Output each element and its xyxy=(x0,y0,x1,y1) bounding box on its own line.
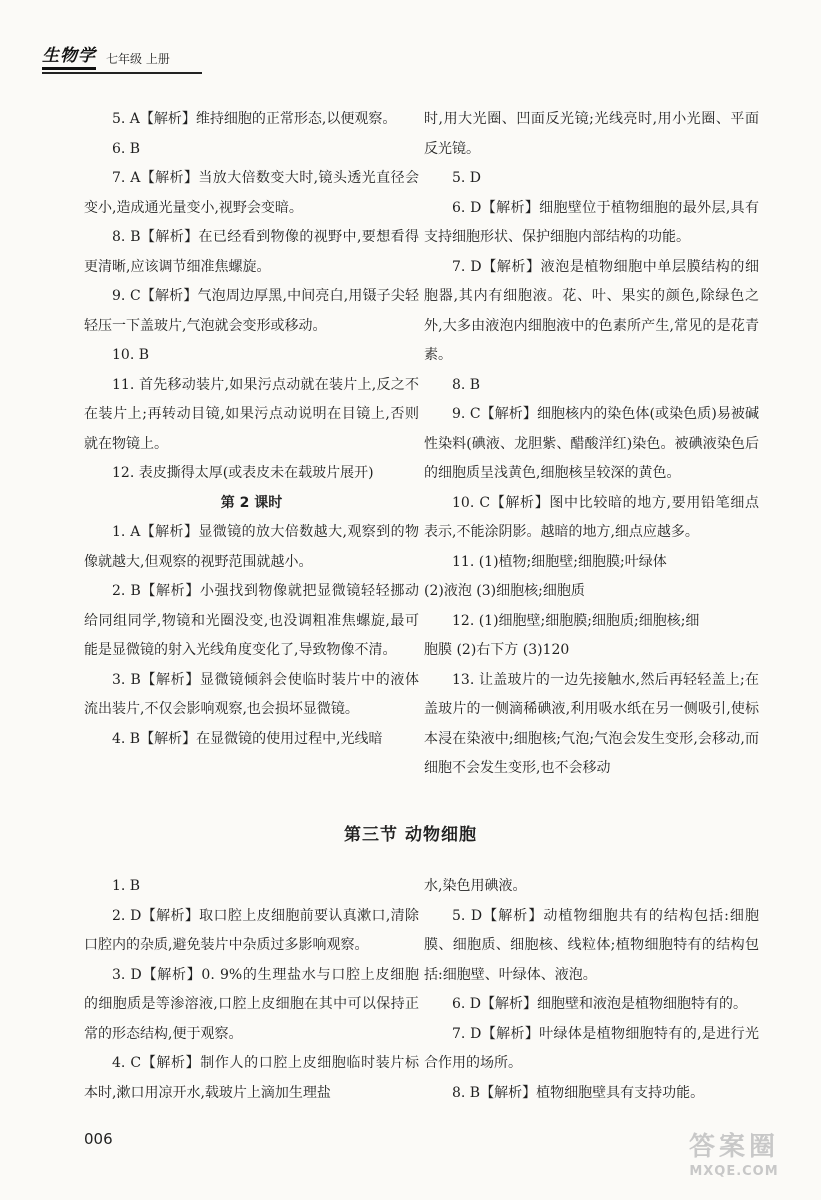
answer-continuation: (2)液泡 (3)细胞核;细胞质 xyxy=(424,583,585,599)
watermark-logo xyxy=(659,1130,809,1192)
right-column-top xyxy=(424,105,759,784)
answer-item: 3. B【解析】显微镜倾斜会使临时装片中的液体流出装片,不仅会影响观察,也会损坏显微镜。 xyxy=(84,671,419,717)
answer-item: 9. C【解析】细胞核内的染色体(或染色质)易被碱性染料(碘液、龙胆紫、醋酸洋红)染色。被碘液染色后的细胞质呈浅黄色,细胞核呈较深的黄色。 xyxy=(424,406,759,481)
answer-item: 6. D【解析】细胞壁位于植物细胞的最外层,具有支持细胞形状、保护细胞内部结构的功能。 xyxy=(424,199,759,245)
answer-item: 1. A【解析】显微镜的放大倍数越大,观察到的物像就越大,但观察的视野范围就越小。 xyxy=(84,524,419,570)
lesson-heading: 第 2 课时 xyxy=(220,494,283,511)
watermark-text: 答案圈 xyxy=(688,1132,779,1162)
answer-item: 4. C【解析】制作人的口腔上皮细胞临时装片标本时,漱口用凉开水,载玻片上滴加生理盐 xyxy=(84,1055,419,1101)
left-column-top xyxy=(84,105,419,754)
answer-continuation: 胞膜 (2)右下方 (3)120 xyxy=(424,642,570,658)
answer-item: 2. B【解析】小强找到物像就把显微镜轻轻挪动给同组同学,物镜和光圈没变,也没调粗准焦螺旋,最可能是显微镜的射入光线角度变化了,导致物像不清。 xyxy=(84,583,419,658)
left-column-bottom xyxy=(84,872,419,1108)
answer-item: 4. B【解析】在显微镜的使用过程中,光线暗 xyxy=(112,730,383,747)
answer-item: 6. D【解析】细胞壁和液泡是植物细胞特有的。 xyxy=(452,996,748,1012)
answer-item: 11. (1)植物;细胞壁;细胞膜;叶绿体 xyxy=(452,553,667,570)
header-rule xyxy=(42,72,202,74)
answer-item: 7. A【解析】当放大倍数变大时,镜头透光直径会变小,造成通光量变小,视野会变暗。 xyxy=(84,170,419,216)
answer-item: 5. D xyxy=(452,170,482,186)
grade-label: 七年级 上册 xyxy=(106,52,170,66)
answer-item: 9. C【解析】气泡周边厚黑,中间亮白,用镊子尖轻轻压一下盖玻片,气泡就会变形或移动。 xyxy=(84,288,419,334)
answer-item: 7. D【解析】叶绿体是植物细胞特有的,是进行光合作用的场所。 xyxy=(424,1025,759,1071)
answer-item: 10. C【解析】图中比较暗的地方,要用铅笔细点表示,不能涂阴影。越暗的地方,细点应越多。 xyxy=(424,494,759,540)
book-title: 生物学 xyxy=(42,41,96,70)
answer-item: 1. B xyxy=(112,878,141,894)
answer-item: 11. 首先移动装片,如果污点动就在装片上,反之不在装片上;再转动目镜,如果污点动说明在目镜上,否则就在物镜上。 xyxy=(84,376,419,452)
answer-item: 3. D【解析】0. 9%的生理盐水与口腔上皮细胞的细胞质是等渗溶液,口腔上皮细胞在其中可以保持正常的形态结构,便于观察。 xyxy=(84,966,419,1042)
answer-item: 10. B xyxy=(112,347,150,363)
watermark-url: MXQE.COM xyxy=(689,1164,779,1179)
answer-item: 5. D【解析】动植物细胞共有的结构包括:细胞膜、细胞质、细胞核、线粒体;植物细胞特有的结构包括:细胞壁、叶绿体、液泡。 xyxy=(424,907,759,983)
answer-continuation: 时,用大光圈、凹面反光镜;光线亮时,用小光圈、平面反光镜。 xyxy=(424,111,759,157)
section-title: 第三节 动物细胞 xyxy=(344,825,477,845)
answer-item: 8. B xyxy=(452,376,481,393)
answer-item: 12. 表皮撕得太厚(或表皮未在载玻片展开) xyxy=(112,465,374,481)
answer-item: 6. B xyxy=(112,140,141,157)
right-column-bottom xyxy=(424,872,759,1108)
answer-item: 5. A【解析】维持细胞的正常形态,以便观察。 xyxy=(112,111,397,127)
answer-item: 13. 让盖玻片的一边先接触水,然后再轻轻盖上;在盖玻片的一侧滴稀碘液,利用吸水纸在另一侧吸引,使标本浸在染液中;细胞核;气泡;气泡会发生变形,会移动,而细胞不会发生变形,也不会移动 xyxy=(424,671,759,776)
running-header xyxy=(42,48,170,70)
answer-item: 7. D【解析】液泡是植物细胞中单层膜结构的细胞器,其内有细胞液。花、叶、果实的颜色,除绿色之外,大多由液泡内细胞液中的色素所产生,常见的是花青素。 xyxy=(424,258,759,363)
answer-item: 8. B【解析】在已经看到物像的视野中,要想看得更清晰,应该调节细准焦螺旋。 xyxy=(84,229,419,275)
page-number: 006 xyxy=(84,1130,113,1148)
answer-item: 12. (1)细胞壁;细胞膜;细胞质;细胞核;细 xyxy=(452,612,700,629)
answer-continuation: 水,染色用碘液。 xyxy=(424,878,527,894)
answer-item: 8. B【解析】植物细胞壁具有支持功能。 xyxy=(452,1084,705,1101)
answer-item: 2. D【解析】取口腔上皮细胞前要认真漱口,清除口腔内的杂质,避免装片中杂质过多影响观察。 xyxy=(84,907,419,953)
